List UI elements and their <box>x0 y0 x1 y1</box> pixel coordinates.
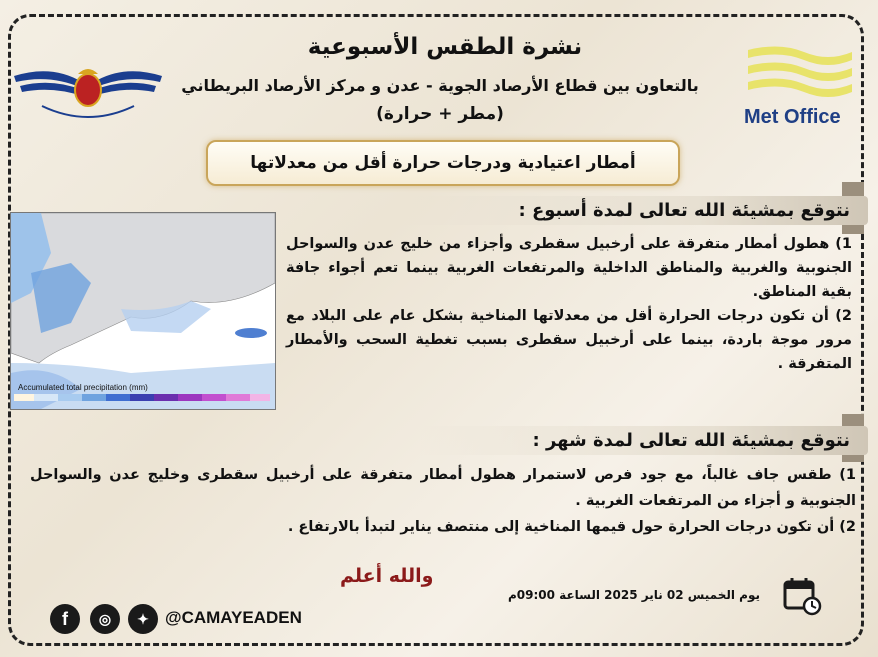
week-item-2: 2) أن تكون درجات الحرارة أقل من معدلاتها المناخية بشكل عام على البلاد مع مرور موجة باردة، بينما على أرخبيل سقطرى بسبب تغطية السحب والأمطار المتفرقة . <box>286 308 852 372</box>
month-heading: نتوقع بمشيئة الله تعالى لمدة شهر : <box>420 426 868 455</box>
month-item-1: 1) طقس جاف غالباً، مع جود فرص لاستمرار هطول أمطار متفرقة على أرخبيل سقطرى وخليج عدن والسواحل الجنوبية و أجزاء من المرتفعات الغربية . <box>30 467 856 509</box>
week-item-1: 1) هطول أمطار متفرقة على أرخبيل سقطرى وأجزاء من خليج عدن والسواحل الجنوبية والغربية والمناطق الداخلية والمرتفعات الغربية بينما تعم أجواء جافة بقية المناطق. <box>286 236 852 300</box>
map-graphic <box>11 213 275 409</box>
issue-date: يوم الخميس 02 ناير 2025 الساعة 09:00م <box>508 588 760 602</box>
week-forecast <box>286 232 852 376</box>
precipitation-scale <box>14 394 270 401</box>
met-office-name: Met Office <box>744 106 841 128</box>
social-handle[interactable]: @CAMAYEADEN <box>165 608 302 627</box>
summary-banner <box>206 140 680 186</box>
summary-banner-text: أمطار اعتيادية ودرجات حرارة أقل من معدلاتها <box>250 153 636 173</box>
map-caption: Accumulated total precipitation (mm) <box>18 383 148 392</box>
precipitation-map <box>10 212 276 410</box>
bulletin-tag: (مطر + حرارة) <box>376 104 504 124</box>
page-title: نشرة الطقس الأسبوعية <box>307 34 583 60</box>
week-heading: نتوقع بمشيئة الله تعالى لمدة أسبوع : <box>380 196 868 225</box>
calendar-clock-icon <box>782 576 822 616</box>
facebook-icon[interactable]: f <box>50 604 80 634</box>
civil-aviation-logo <box>12 52 164 124</box>
instagram-icon[interactable]: ◎ <box>90 604 120 634</box>
twitter-icon[interactable]: ✦ <box>128 604 158 634</box>
page-subtitle: بالتعاون بين قطاع الأرصاد الجوية - عدن و مركز الأرصاد البريطاني <box>181 76 699 95</box>
month-item-2: 2) أن تكون درجات الحرارة حول قيمها المناخية إلى منتصف يناير لتبدأ بالارتفاع . <box>287 519 856 535</box>
closing-phrase: والله أعلم <box>340 565 434 587</box>
month-forecast <box>30 462 856 540</box>
